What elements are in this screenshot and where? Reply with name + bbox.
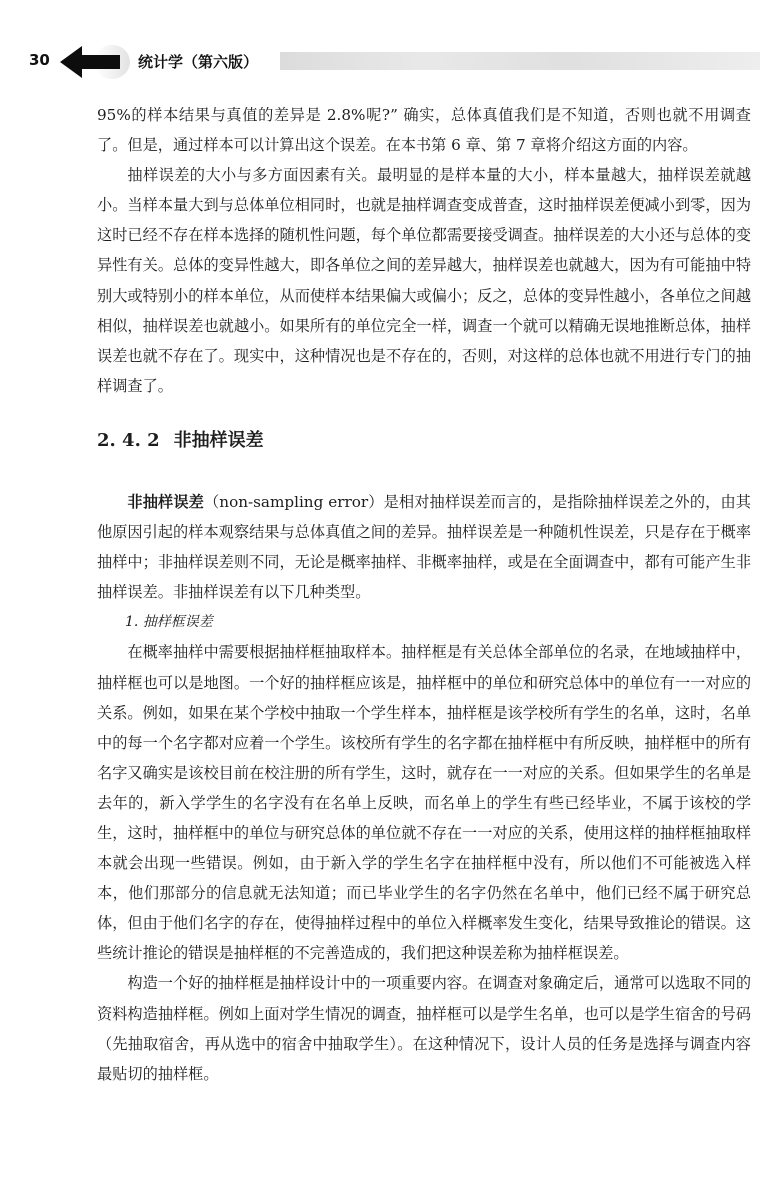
paragraph-1: 95%的样本结果与真值的差异是 2.8%呢?” 确实，总体真值我们是不知道，否则也就不用调查了。但是，通过样本可以计算出这个误差。在本书第 6 章、第 7 章将介绍这方面的内容。 (97, 106, 751, 155)
section-heading (97, 429, 751, 453)
header-decorative-band (280, 52, 760, 70)
subheading-sampling-frame-error: 1. 抽样框误差 (125, 614, 213, 631)
section-number: 2. 4. 2 (97, 429, 160, 451)
page-body (97, 100, 751, 1089)
key-term: 非抽样误差 (127, 492, 204, 511)
page-number: 30 (29, 51, 50, 69)
paragraph-3-text: （non-sampling error）是相对抽样误差而言的，是指除抽样误差之外的，由其他原因引起的样本观察结果与总体真值之间的差异。抽样误差是一种随机性误差，只是存在于概率抽样中；非抽样误差则不同，无论是概率抽样、非概率抽样，或是在全面调查中，都有可能产生非抽样误差。非抽样误差有以下几种类型。 (97, 492, 751, 602)
paragraph-5: 构造一个好的抽样框是抽样设计中的一项重要内容。在调查对象确定后，通常可以选取不同的资料构造抽样框。例如上面对学生情况的调查，抽样框可以是学生名单，也可以是学生宿舍的号码（先抽取宿舍，再从选中的宿舍中抽取学生）。在这种情况下，设计人员的任务是选择与调查内容最贴切的抽样框。 (97, 974, 751, 1083)
left-arrow-icon (60, 44, 130, 80)
page-header (0, 42, 779, 82)
paragraph-3 (97, 487, 751, 607)
paragraph-2: 抽样误差的大小与多方面因素有关。最明显的是样本量的大小，样本量越大，抽样误差就越小。当样本量大到与总体单位相同时，也就是抽样调查变成普查，这时抽样误差便减小到零，因为这时已经不存在样本选择的随机性问题，每个单位都需要接受调查。抽样误差的大小还与总体的变异性有关。总体的变异性越大，即各单位之间的差异越大，抽样误差也就越大，因为有可能抽中特别大或特别小的样本单位，从而使样本结果偏大或偏小；反之，总体的变异性越小，各单位之间越相似，抽样误差也就越小。如果所有的单位完全一样，调查一个就可以精确无误地推断总体，抽样误差也就不存在了。现实中，这种情况也是不存在的，否则，对这样的总体也就不用进行专门的抽样调查了。 (97, 166, 751, 395)
paragraph-4: 在概率抽样中需要根据抽样框抽取样本。抽样框是有关总体全部单位的名录，在地域抽样中，抽样框也可以是地图。一个好的抽样框应该是，抽样框中的单位和研究总体中的单位有一一对应的关系。例如，如果在某个学校中抽取一个学生样本，抽样框是该学校所有学生的名单，这时，名单中的每一个名字都对应着一个学生。该校所有学生的名字都在抽样框中有所反映，抽样框中的所有名字又确实是该校目前在校注册的所有学生，这时，就存在一一对应的关系。但如果学生的名单是去年的，新入学学生的名字没有在名单上反映，而名单上的学生有些已经毕业，不属于该校的学生，这时，抽样框中的单位与研究总体的单位就不存在一一对应的关系，使用这样的抽样框抽取样本就会出现一些错误。例如，由于新入学的学生名字在抽样框中没有，所以他们不可能被选入样本，他们那部分的信息就无法知道；而已毕业学生的名字仍然在名单中，他们已经不属于研究总体，但由于他们名字的存在，使得抽样过程中的单位入样概率发生变化，结果导致推论的错误。这些统计推论的错误是抽样框的不完善造成的，我们把这种误差称为抽样框误差。 (97, 643, 751, 963)
book-title: 统计学（第六版） (138, 53, 259, 71)
section-title: 非抽样误差 (173, 429, 264, 451)
